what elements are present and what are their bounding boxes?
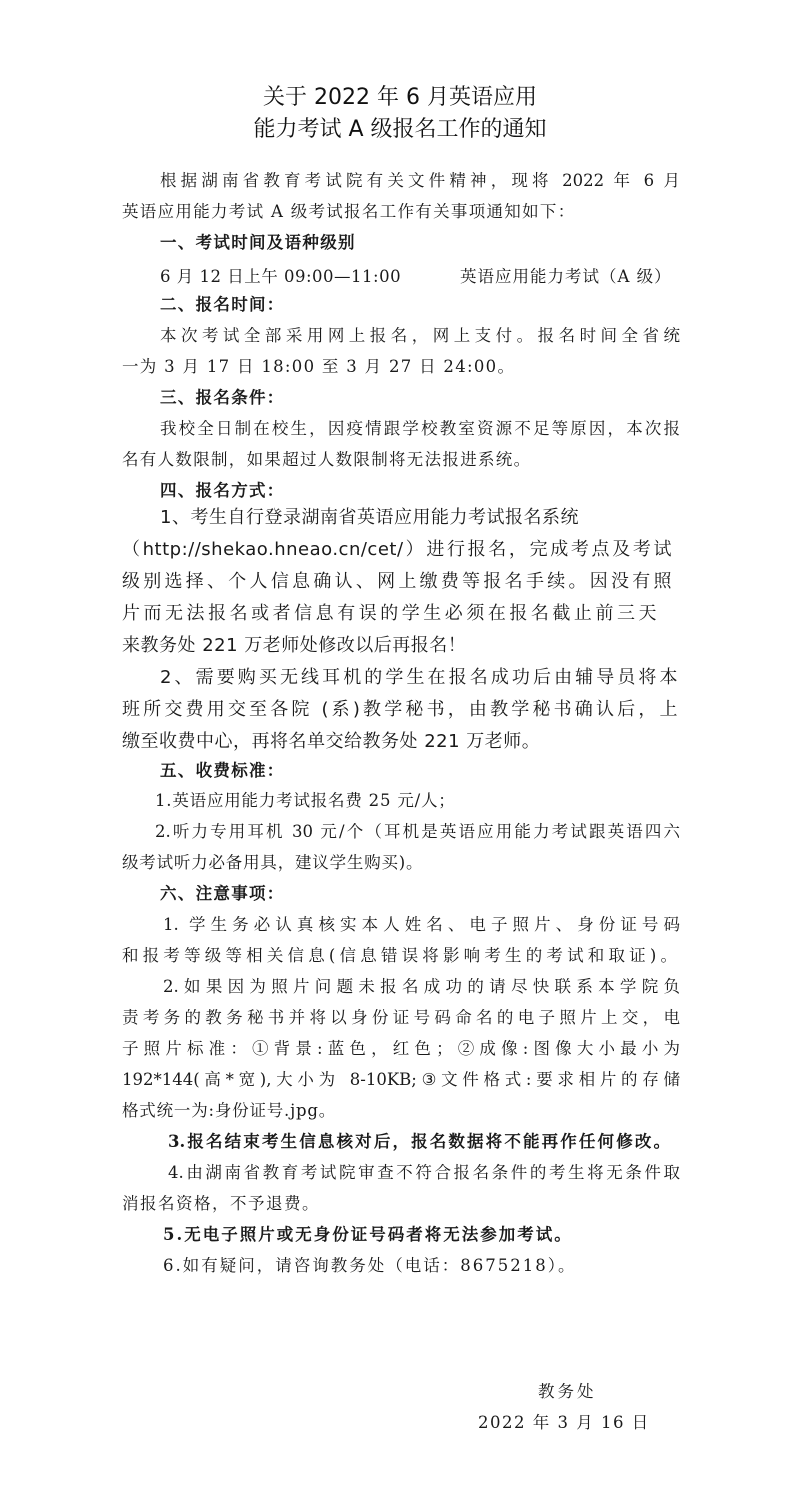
intro-line-1: 根据湖南省教育考试院有关文件精神，现将 2022 年 6 月 (160, 171, 680, 190)
signature-office: 教务处 (538, 1382, 597, 1401)
section-4-heading: 四、报名方式： (160, 481, 285, 500)
section-4-p1-line-1: 1、考生自行登录湖南省英语应用能力考试报名系统 (160, 507, 579, 528)
section-6-note-4-line-2: 消报名资格，不予退费。 (122, 1194, 320, 1213)
section-1-heading: 一、考试时间及语种级别 (160, 233, 356, 252)
section-4-p1-line-3: 级别选择、个人信息确认、网上缴费等报名手续。因没有照 (122, 571, 672, 592)
section-5-line-1: 1.英语应用能力考试报名费 25 元/人； (155, 791, 456, 810)
section-6-note-5: 5.无电子照片或无身份证号码者将无法参加考试。 (163, 1225, 573, 1244)
section-6-note-4-line-1: 4.由湖南省教育考试院审查不符合报名条件的考生将无条件取 (168, 1163, 680, 1182)
section-6-note-2-line-4: 192*144(高*宽),大小为 8-10KB;③文件格式:要求相片的存储 (122, 1070, 680, 1089)
section-2-line-1: 本次考试全部采用网上报名，网上支付。报名时间全省统 (160, 326, 680, 345)
section-4-p1-line-2: （http://shekao.hneao.cn/cet/）进行报名，完成考点及考试 (122, 539, 672, 560)
section-5-line-2: 2.听力专用耳机 30 元/个（耳机是英语应用能力考试跟英语四六 (155, 822, 680, 841)
section-4-p1-line-4: 片而无法报名或者信息有误的学生必须在报名截止前三天 (122, 603, 657, 624)
section-6-note-2-line-5: 格式统一为:身份证号.jpg。 (122, 1101, 337, 1120)
section-3-line-2: 名有人数限制，如果超过人数限制将无法报进系统。 (122, 450, 532, 469)
title-line-1: 关于 2022 年 6 月英语应用 (263, 85, 537, 110)
section-6-note-2-line-1: 2.如果因为照片问题未报名成功的请尽快联系本学院负 (163, 977, 680, 996)
section-4-p2-line-1: 2、需要购买无线耳机的学生在报名成功后由辅导员将本 (160, 667, 678, 688)
section-6-note-3: 3.报名结束考生信息核对后，报名数据将不能再作任何修改。 (168, 1132, 670, 1151)
section-4-p2-line-3: 缴至收费中心，再将名单交给教务处 221 万老师。 (122, 731, 541, 752)
section-4-p2-line-2: 班所交费用交至各院 (系)教学秘书，由教学秘书确认后，上 (122, 699, 678, 720)
section-3-line-1: 我校全日制在校生，因疫情跟学校教室资源不足等原因，本次报 (160, 419, 680, 438)
section-3-heading: 三、报名条件： (160, 388, 285, 407)
section-6-note-1-line-1: 1. 学生务必认真核实本人姓名、电子照片、身份证号码 (163, 915, 680, 934)
section-6-note-1-line-2: 和报考等级等相关信息(信息错误将影响考生的考试和取证)。 (122, 946, 677, 965)
section-2-heading: 二、报名时间： (160, 295, 285, 314)
intro-line-2: 英语应用能力考试 A 级考试报名工作有关事项通知如下： (122, 202, 576, 221)
title-line-2: 能力考试 A 级报名工作的通知 (253, 117, 547, 142)
section-6-note-2-line-2: 责考务的教务秘书并将以身份证号码命名的电子照片上交，电 (122, 1008, 680, 1027)
exam-time: 6 月 12 日上午 09:00—11:00 (160, 267, 402, 286)
section-6-heading: 六、注意事项： (160, 884, 285, 903)
section-6-note-2-line-3: 子照片标准：①背景:蓝色，红色；②成像:图像大小最小为 (122, 1039, 680, 1058)
section-2-line-2: 一为 3 月 17 日 18:00 至 3 月 27 日 24:00。 (122, 357, 516, 376)
section-5-heading: 五、收费标准： (160, 761, 285, 780)
section-4-p1-line-5: 来教务处 221 万老师处修改以后再报名！ (122, 635, 467, 656)
section-5-line-3: 级考试听力必备用具，建议学生购买)。 (122, 853, 424, 872)
section-6-note-6: 6.如有疑问，请咨询教务处（电话：8675218）。 (163, 1256, 577, 1275)
exam-type: 英语应用能力考试（A 级） (460, 267, 672, 286)
signature-date: 2022 年 3 月 16 日 (478, 1413, 650, 1432)
